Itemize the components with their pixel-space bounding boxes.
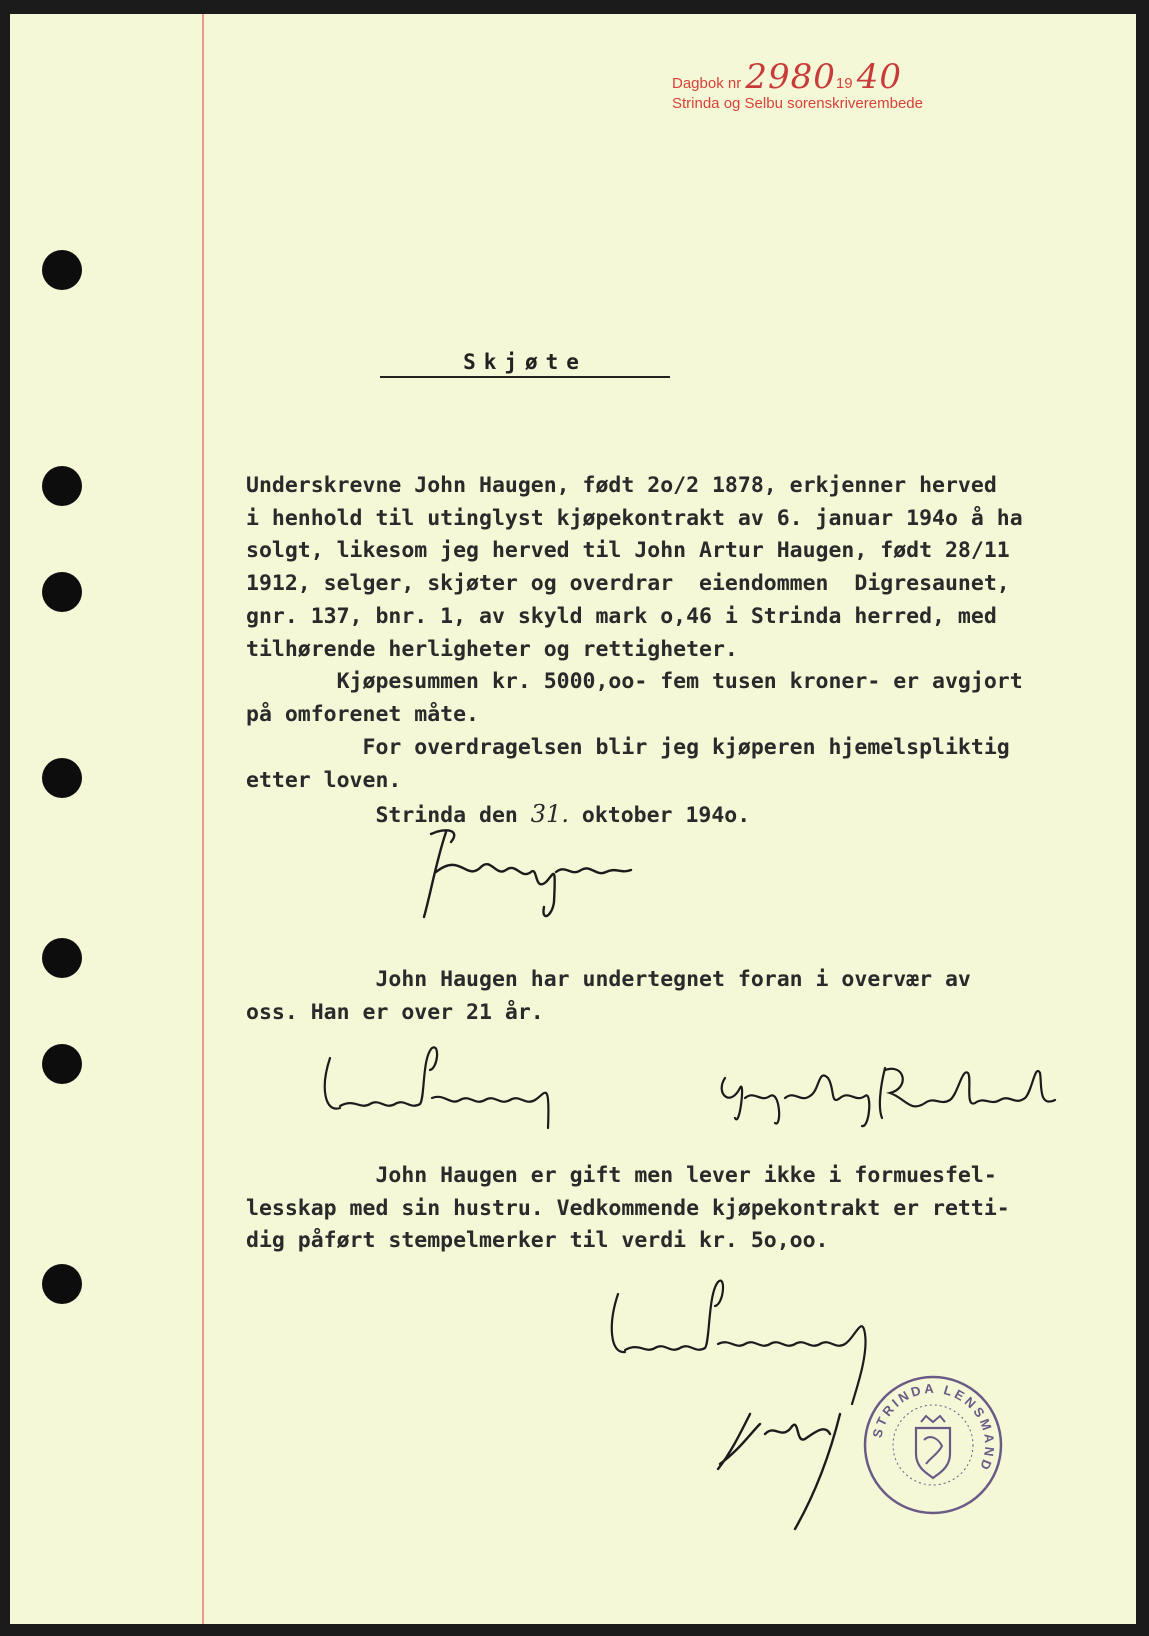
paragraph-warranty: For overdragelsen blir jeg kjøperen hjemelspliktig etter loven.	[246, 735, 1010, 793]
punch-hole	[42, 572, 82, 612]
stamp-number: 2980	[745, 57, 836, 97]
punch-hole	[42, 250, 82, 290]
paragraph-witness: John Haugen har undertegnet foran i overvær av oss. Han er over 21 år.	[246, 967, 971, 1025]
paragraph-deed: Underskrevne John Haugen, født 2o/2 1878, erkjenner herved i henhold til utinglyst kjøpekontrakt av 6. januar 194o å ha solgt, likesom jeg herved til John Artur Haugen, født 28/11 1912, selger, skjøter og overdrar eiendommen Digresaunet, gnr. 137, bnr. 1, av skyld mark o,46 i Strinda herred, med tilhørende herligheter og rettigheter.	[246, 473, 1023, 662]
registry-stamp	[672, 57, 923, 117]
seal-text: STRINDA LENSMAND	[869, 1380, 998, 1475]
place-date	[246, 798, 1106, 833]
place-date-day: 31.	[530, 800, 569, 828]
stamp-year: 40	[856, 57, 903, 97]
paragraph-marital: John Haugen er gift men lever ikke i formuesfel- lesskap med sin hustru. Vedkommende kjøpekontrakt er retti- dig påført stempelmerker til verdi kr. 5o,oo.	[246, 1163, 1010, 1254]
margin-line	[202, 14, 204, 1624]
place-date-prefix: Strinda den	[246, 803, 531, 828]
punch-hole	[42, 938, 82, 978]
document-title: Skjøte	[380, 350, 670, 378]
punch-hole	[42, 1044, 82, 1084]
punch-hole	[42, 466, 82, 506]
punch-hole	[42, 1264, 82, 1304]
stamp-office: Strinda og Selbu sorenskriverembede	[672, 95, 923, 112]
stamp-year-prefix: 19	[835, 75, 853, 92]
paragraph-price: Kjøpesummen kr. 5000,oo- fem tusen kroner- er avgjort på omforenet måte.	[246, 669, 1023, 727]
sheriff-seal	[858, 1370, 1008, 1520]
place-date-suffix: oktober 194o.	[568, 803, 751, 828]
signature-seller	[406, 822, 646, 932]
document-page	[10, 14, 1136, 1624]
signature-witness-2	[710, 1048, 1070, 1148]
stamp-prefix: Dagbok nr	[672, 75, 742, 92]
signature-witness-1	[310, 1038, 590, 1138]
punch-hole	[42, 758, 82, 798]
